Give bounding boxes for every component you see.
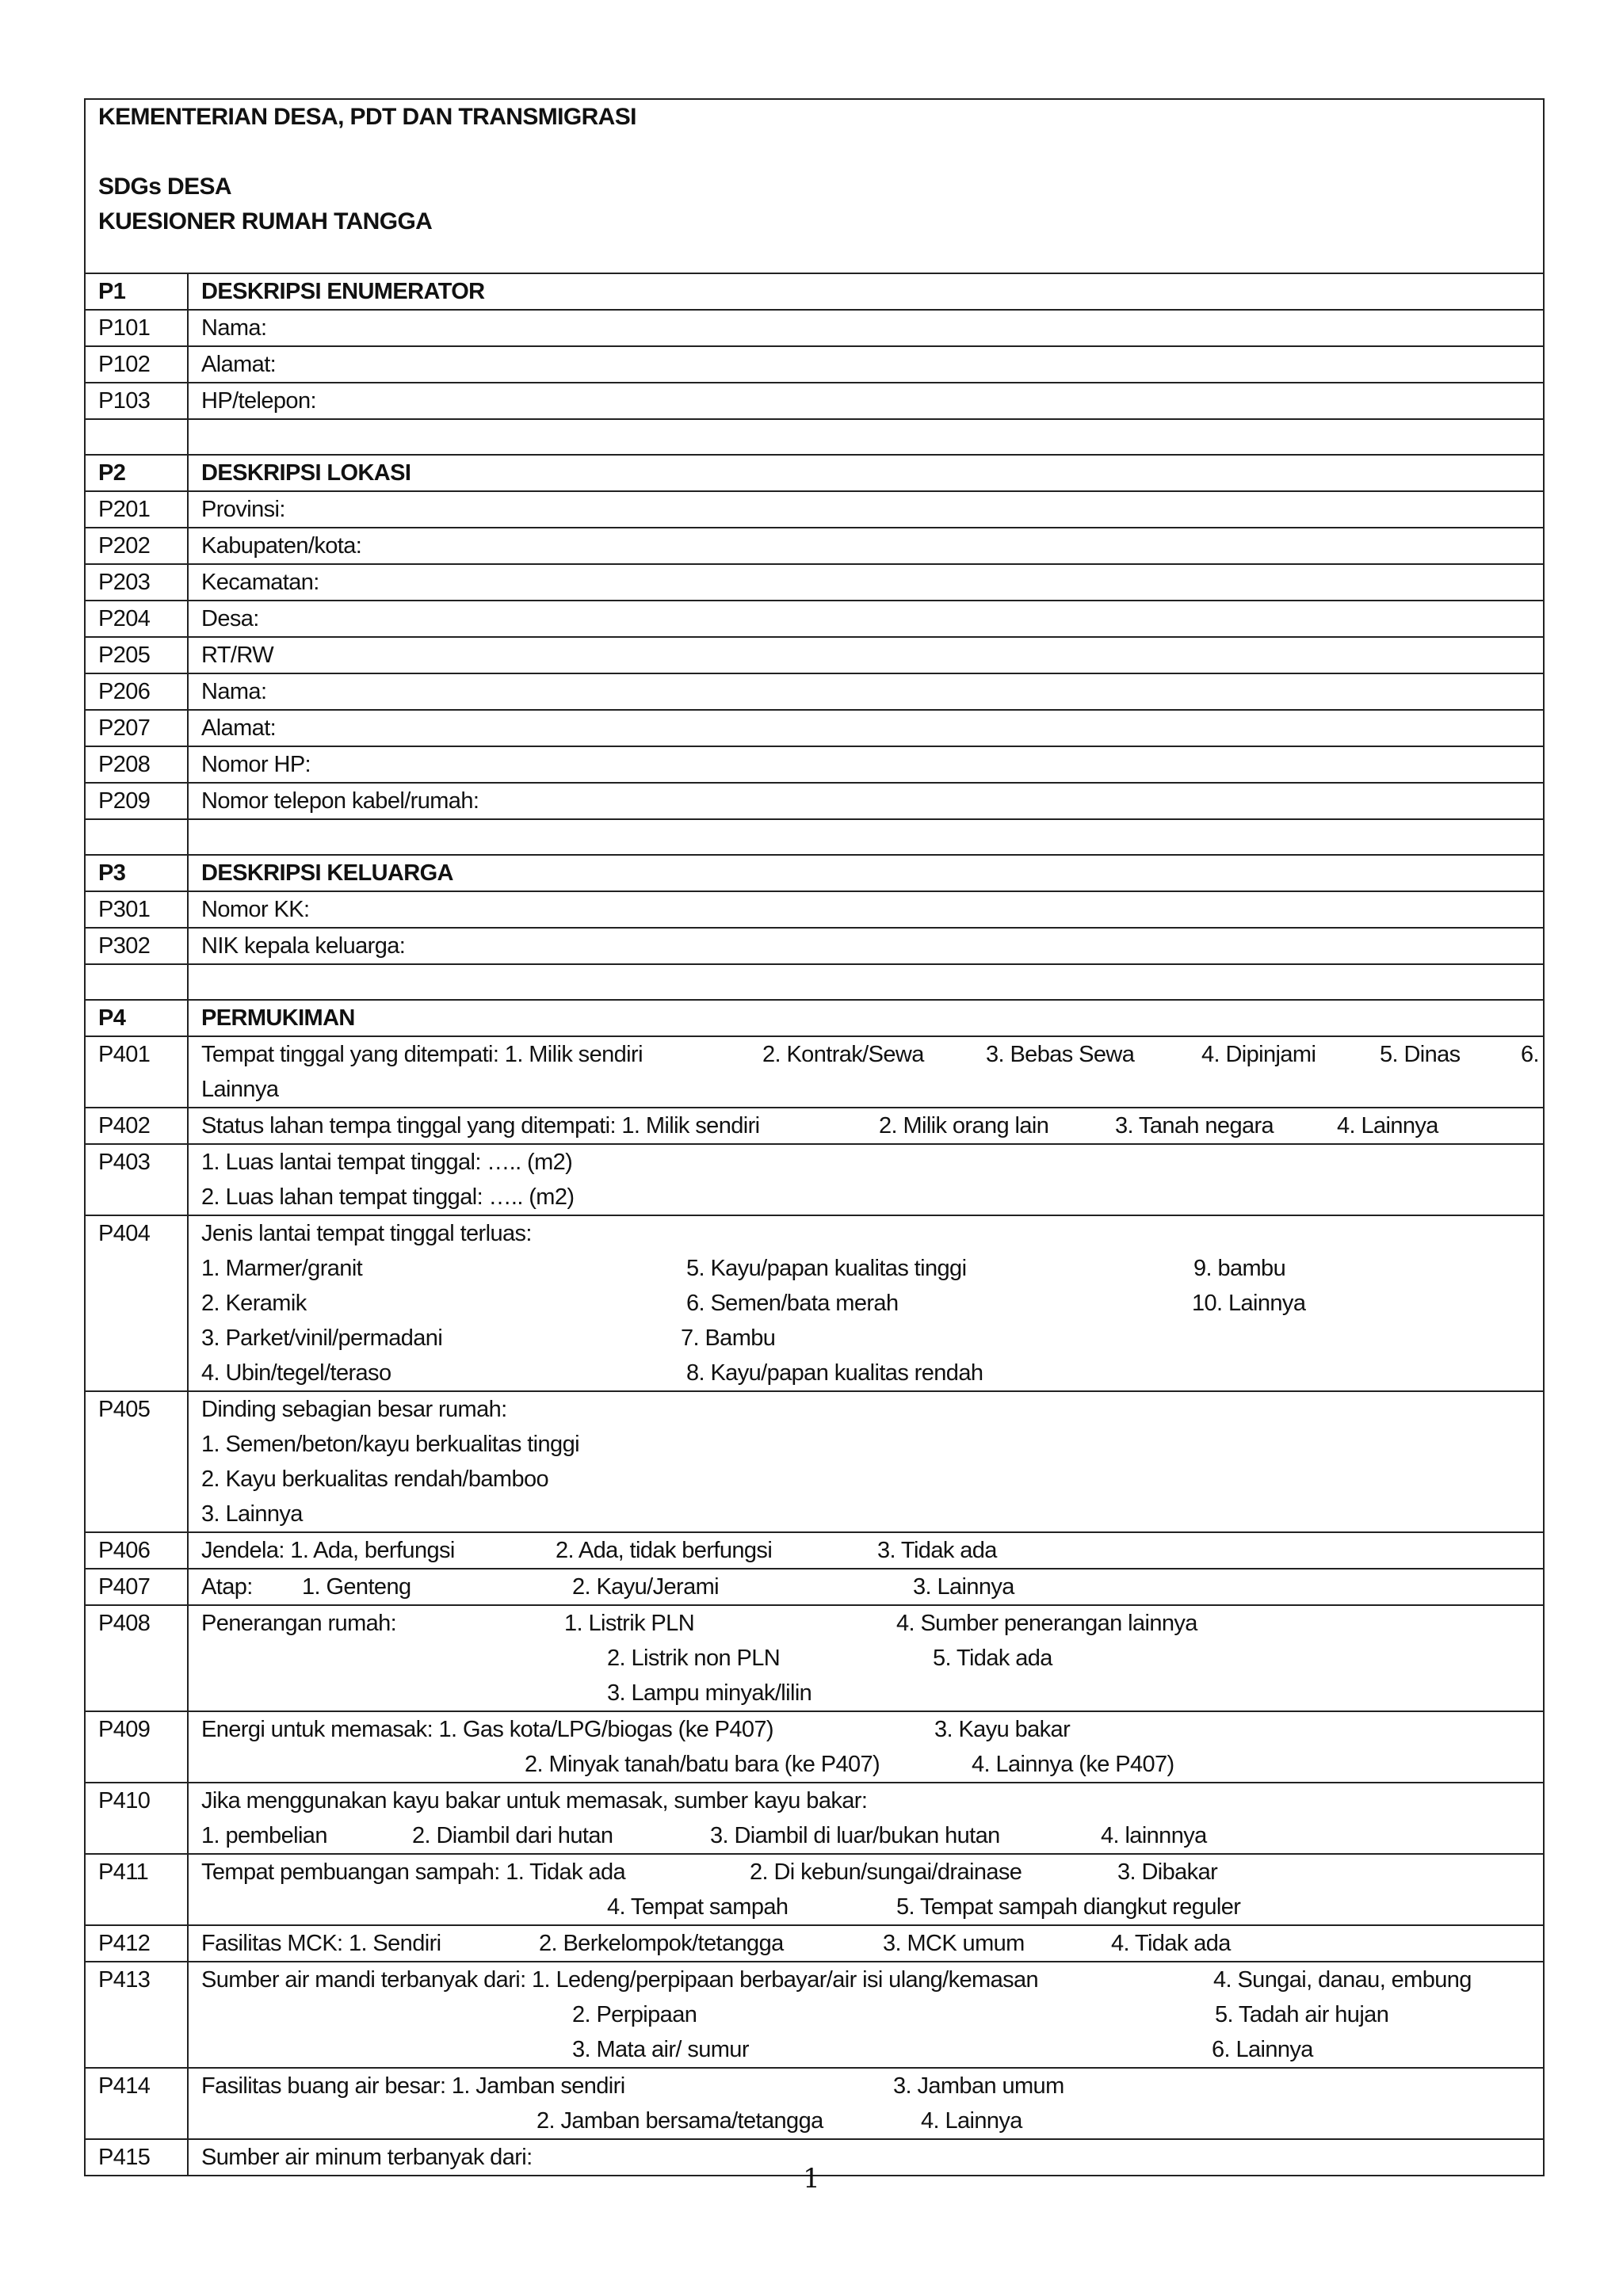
question-text: Atap:	[201, 1574, 253, 1600]
option-text: 3. Dibakar	[1117, 1859, 1218, 1885]
question-body	[188, 1605, 1544, 1711]
option-text: 5. Kayu/papan kualitas tinggi	[686, 1256, 967, 1281]
option-text: 6. Semen/bata merah	[686, 1291, 899, 1316]
option-text: 3. Tidak ada	[877, 1538, 997, 1563]
question-code: P206	[85, 673, 188, 710]
option-text: 2. Diambil dari hutan	[412, 1823, 613, 1848]
table-row	[85, 564, 1544, 601]
section-code: P2	[85, 455, 188, 491]
question-text: Nomor HP:	[188, 746, 1544, 783]
question-text: Desa:	[188, 601, 1544, 637]
option-text: 2. Kayu/Jerami	[572, 1574, 720, 1600]
option-text: 4. Tidak ada	[1111, 1931, 1231, 1956]
option-text: 5. Tempat sampah diangkut reguler	[896, 1894, 1241, 1920]
table-row	[85, 673, 1544, 710]
question-code: P408	[85, 1605, 188, 1711]
option-text: 6. Lainnya	[1212, 2037, 1313, 2062]
option-text: 4. Dipinjami	[1201, 1042, 1316, 1067]
question-text: Energi untuk memasak: 1. Gas kota/LPG/biogas (ke P407)	[201, 1717, 773, 1742]
section-title: PERMUKIMAN	[188, 1000, 1544, 1036]
table-row	[85, 891, 1544, 928]
question-code: P405	[85, 1391, 188, 1532]
question-text: NIK kepala keluarga:	[188, 928, 1544, 964]
option-text: 3. Diambil di luar/bukan hutan	[710, 1823, 1000, 1848]
question-text: Status lahan tempa tinggal yang ditempati: 1. Milik sendiri	[201, 1113, 760, 1138]
option-text: 4. Sungai, danau, embung	[1213, 1967, 1472, 1993]
section-title: DESKRIPSI ENUMERATOR	[188, 273, 1544, 310]
question-text: Jika menggunakan kayu bakar untuk memasak, sumber kayu bakar:	[201, 1788, 868, 1814]
section-title: DESKRIPSI KELUARGA	[188, 855, 1544, 891]
option-text: 2. Listrik non PLN	[607, 1646, 781, 1671]
question-code: P404	[85, 1215, 188, 1391]
header-cell	[85, 99, 1544, 273]
question-text: Alamat:	[188, 346, 1544, 383]
table-row	[85, 346, 1544, 383]
question-code: P208	[85, 746, 188, 783]
option-text: 6.	[1521, 1042, 1539, 1067]
question-body	[188, 1108, 1544, 1144]
question-text: Tempat pembuangan sampah: 1. Tidak ada	[201, 1859, 626, 1885]
option-text: 1. Marmer/granit	[201, 1256, 363, 1281]
question-text: Fasilitas MCK: 1. Sendiri	[201, 1931, 441, 1956]
question-p407	[85, 1569, 1544, 1605]
question-p413	[85, 1962, 1544, 2068]
question-text: Fasilitas buang air besar: 1. Jamban sendiri	[201, 2073, 625, 2099]
program-title: SDGs DESA	[98, 174, 231, 200]
questionnaire-page	[84, 98, 1545, 2176]
ministry-title: KEMENTERIAN DESA, PDT DAN TRANSMIGRASI	[98, 104, 636, 130]
question-body	[188, 1036, 1544, 1108]
question-code: P302	[85, 928, 188, 964]
option-text: 4. Lainnya	[1337, 1113, 1438, 1138]
option-text: 2. Kontrak/Sewa	[762, 1042, 924, 1067]
table-row	[85, 528, 1544, 564]
option-text: 4. Tempat sampah	[607, 1894, 789, 1920]
question-code: P401	[85, 1036, 188, 1108]
table-row	[85, 601, 1544, 637]
option-text: 5. Tadah air hujan	[1215, 2002, 1389, 2027]
question-text: Jendela: 1. Ada, berfungsi	[201, 1538, 455, 1563]
question-text: Jenis lantai tempat tinggal terluas:	[201, 1221, 532, 1246]
option-text: 2. Perpipaan	[572, 2002, 697, 2027]
question-text: Sumber air mandi terbanyak dari: 1. Ledeng/perpipaan berbayar/air isi ulang/kemasan	[201, 1967, 1039, 1993]
option-text: 3. Tanah negara	[1115, 1113, 1274, 1138]
question-code: P102	[85, 346, 188, 383]
question-p408	[85, 1605, 1544, 1711]
question-code: P413	[85, 1962, 188, 2068]
question-code: P201	[85, 491, 188, 528]
question-code: P407	[85, 1569, 188, 1605]
question-p402	[85, 1108, 1544, 1144]
option-text: 4. Lainnya (ke P407)	[972, 1752, 1174, 1777]
section-code: P4	[85, 1000, 188, 1036]
question-text: HP/telepon:	[188, 383, 1544, 419]
table-row	[85, 383, 1544, 419]
question-code: P402	[85, 1108, 188, 1144]
section-p1-header	[85, 273, 1544, 310]
question-code: P410	[85, 1783, 188, 1854]
blank-row	[85, 964, 1544, 1000]
question-body	[188, 1962, 1544, 2068]
blank-row	[85, 419, 1544, 455]
question-code: P411	[85, 1854, 188, 1925]
question-text: Alamat:	[188, 710, 1544, 746]
option-text: 2. Di kebun/sungai/drainase	[750, 1859, 1022, 1885]
question-p406	[85, 1532, 1544, 1569]
option-text: 1. Luas lantai tempat tinggal: ….. (m2)	[201, 1150, 573, 1175]
question-code: P103	[85, 383, 188, 419]
question-body	[188, 1711, 1544, 1783]
table-row	[85, 491, 1544, 528]
option-text: 3. MCK umum	[883, 1931, 1025, 1956]
option-text: 1. pembelian	[201, 1823, 327, 1848]
header-row	[85, 99, 1544, 273]
question-code: P207	[85, 710, 188, 746]
question-text: Tempat tinggal yang ditempati: 1. Milik sendiri	[201, 1042, 643, 1067]
question-text: Kecamatan:	[188, 564, 1544, 601]
option-text: 5. Tidak ada	[933, 1646, 1052, 1671]
table-row	[85, 637, 1544, 673]
option-text: 9. bambu	[1193, 1256, 1286, 1281]
section-title: DESKRIPSI LOKASI	[188, 455, 1544, 491]
question-body	[188, 2068, 1544, 2139]
question-body	[188, 1391, 1544, 1532]
section-p3-header	[85, 855, 1544, 891]
option-text: 2. Keramik	[201, 1291, 307, 1316]
question-code: P203	[85, 564, 188, 601]
option-text: 2. Berkelompok/tetangga	[539, 1931, 784, 1956]
question-text: Nama:	[188, 673, 1544, 710]
option-text: 2. Milik orang lain	[879, 1113, 1049, 1138]
table-row	[85, 783, 1544, 819]
question-code: P204	[85, 601, 188, 637]
option-text: 2. Jamban bersama/tetangga	[537, 2108, 823, 2134]
question-code: P412	[85, 1925, 188, 1962]
question-body	[188, 1925, 1544, 1962]
question-code: P101	[85, 310, 188, 346]
table-row	[85, 746, 1544, 783]
question-code: P202	[85, 528, 188, 564]
question-text: Provinsi:	[188, 491, 1544, 528]
table-row	[85, 710, 1544, 746]
question-body	[188, 1532, 1544, 1569]
option-text: 3. Lampu minyak/lilin	[607, 1680, 812, 1706]
option-text: 2. Ada, tidak berfungsi	[556, 1538, 773, 1563]
option-text: 7. Bambu	[681, 1325, 776, 1351]
section-code: P3	[85, 855, 188, 891]
page-number: 1	[803, 2163, 820, 2195]
questionnaire-title: KUESIONER RUMAH TANGGA	[98, 208, 433, 235]
question-p401	[85, 1036, 1544, 1108]
section-p4-header	[85, 1000, 1544, 1036]
table-row	[85, 310, 1544, 346]
question-text: Dinding sebagian besar rumah:	[201, 1397, 507, 1422]
question-body	[188, 1215, 1544, 1391]
option-text: Lainnya	[201, 1077, 279, 1102]
option-text: 3. Parket/vinil/permadani	[201, 1325, 443, 1351]
question-code: P414	[85, 2068, 188, 2139]
question-p412	[85, 1925, 1544, 1962]
question-p411	[85, 1854, 1544, 1925]
table-row	[85, 928, 1544, 964]
option-text: 5. Dinas	[1380, 1042, 1461, 1067]
question-code: P205	[85, 637, 188, 673]
question-code: P415	[85, 2139, 188, 2176]
question-body	[188, 1783, 1544, 1854]
question-body	[188, 1144, 1544, 1215]
question-code: P403	[85, 1144, 188, 1215]
option-text: 2. Minyak tanah/batu bara (ke P407)	[525, 1752, 880, 1777]
question-text: Nama:	[188, 310, 1544, 346]
option-text: 1. Genteng	[302, 1574, 411, 1600]
question-p404	[85, 1215, 1544, 1391]
option-text: 2. Luas lahan tempat tinggal: ….. (m2)	[201, 1184, 575, 1210]
option-text: 1. Listrik PLN	[564, 1611, 695, 1636]
option-text: 2. Kayu berkualitas rendah/bamboo	[201, 1466, 549, 1492]
option-text: 3. Bebas Sewa	[986, 1042, 1135, 1067]
question-text: RT/RW	[188, 637, 1544, 673]
question-text: Nomor KK:	[188, 891, 1544, 928]
option-text: 4. Ubin/tegel/teraso	[201, 1360, 391, 1386]
question-code: P406	[85, 1532, 188, 1569]
questionnaire-table	[84, 98, 1545, 2176]
question-code: P209	[85, 783, 188, 819]
option-text: 4. lainnnya	[1101, 1823, 1207, 1848]
question-text: Sumber air minum terbanyak dari:	[188, 2139, 1544, 2176]
question-code: P301	[85, 891, 188, 928]
question-code: P409	[85, 1711, 188, 1783]
section-code: P1	[85, 273, 188, 310]
question-p405	[85, 1391, 1544, 1532]
question-text: Kabupaten/kota:	[188, 528, 1544, 564]
question-p403	[85, 1144, 1544, 1215]
option-text: 3. Kayu bakar	[934, 1717, 1071, 1742]
option-text: 3. Lainnya	[913, 1574, 1014, 1600]
question-p409	[85, 1711, 1544, 1783]
question-text: Nomor telepon kabel/rumah:	[188, 783, 1544, 819]
option-text: 10. Lainnya	[1192, 1291, 1306, 1316]
question-text: Penerangan rumah:	[201, 1611, 397, 1636]
question-body	[188, 1569, 1544, 1605]
option-text: 3. Lainnya	[201, 1501, 303, 1527]
question-p410	[85, 1783, 1544, 1854]
section-p2-header	[85, 455, 1544, 491]
option-text: 1. Semen/beton/kayu berkualitas tinggi	[201, 1432, 579, 1457]
option-text: 3. Mata air/ sumur	[572, 2037, 749, 2062]
blank-row	[85, 819, 1544, 855]
option-text: 4. Lainnya	[921, 2108, 1022, 2134]
question-body	[188, 1854, 1544, 1925]
option-text: 3. Jamban umum	[893, 2073, 1064, 2099]
option-text: 8. Kayu/papan kualitas rendah	[686, 1360, 983, 1386]
question-p414	[85, 2068, 1544, 2139]
option-text: 4. Sumber penerangan lainnya	[896, 1611, 1197, 1636]
